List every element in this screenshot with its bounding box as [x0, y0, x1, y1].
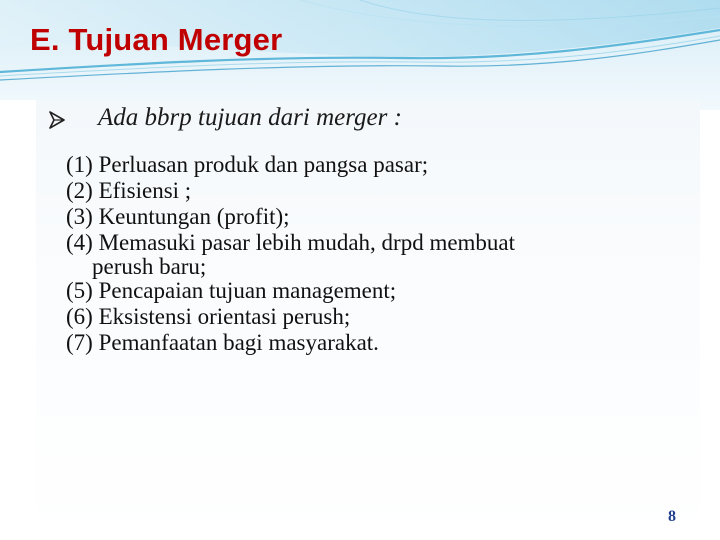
list-item-continuation: perush baru;: [92, 254, 207, 279]
list-item: [66, 304, 686, 330]
list-item: [66, 230, 686, 278]
list-item-text: (6) Eksistensi orientasi perush;: [66, 304, 351, 329]
list-item-text: (4) Memasuki pasar lebih mudah, drpd membuat: [66, 230, 516, 255]
page-number: 8: [668, 508, 676, 525]
list-item: [66, 152, 686, 178]
list-item-text: (5) Pencapaian tujuan management;: [66, 278, 397, 303]
slide-title: E. Tujuan Merger: [30, 22, 283, 57]
arrow-bullet-icon: [48, 110, 66, 130]
list-item-text: (1) Perluasan produk dan pangsa pasar;: [66, 152, 429, 177]
list-item: [66, 278, 686, 304]
objectives-list: [66, 152, 686, 356]
list-item: [66, 178, 686, 204]
list-item-text: (7) Pemanfaatan bagi masyarakat.: [66, 330, 379, 355]
bullet-row: [48, 102, 66, 138]
slide-subtitle: Ada bbrp tujuan dari merger :: [98, 104, 402, 131]
list-item-text: (2) Efisiensi ;: [66, 178, 192, 203]
list-item: [66, 330, 686, 356]
left-margin: [0, 100, 36, 540]
list-item-text: (3) Keuntungan (profit);: [66, 204, 290, 229]
list-item: [66, 204, 686, 230]
